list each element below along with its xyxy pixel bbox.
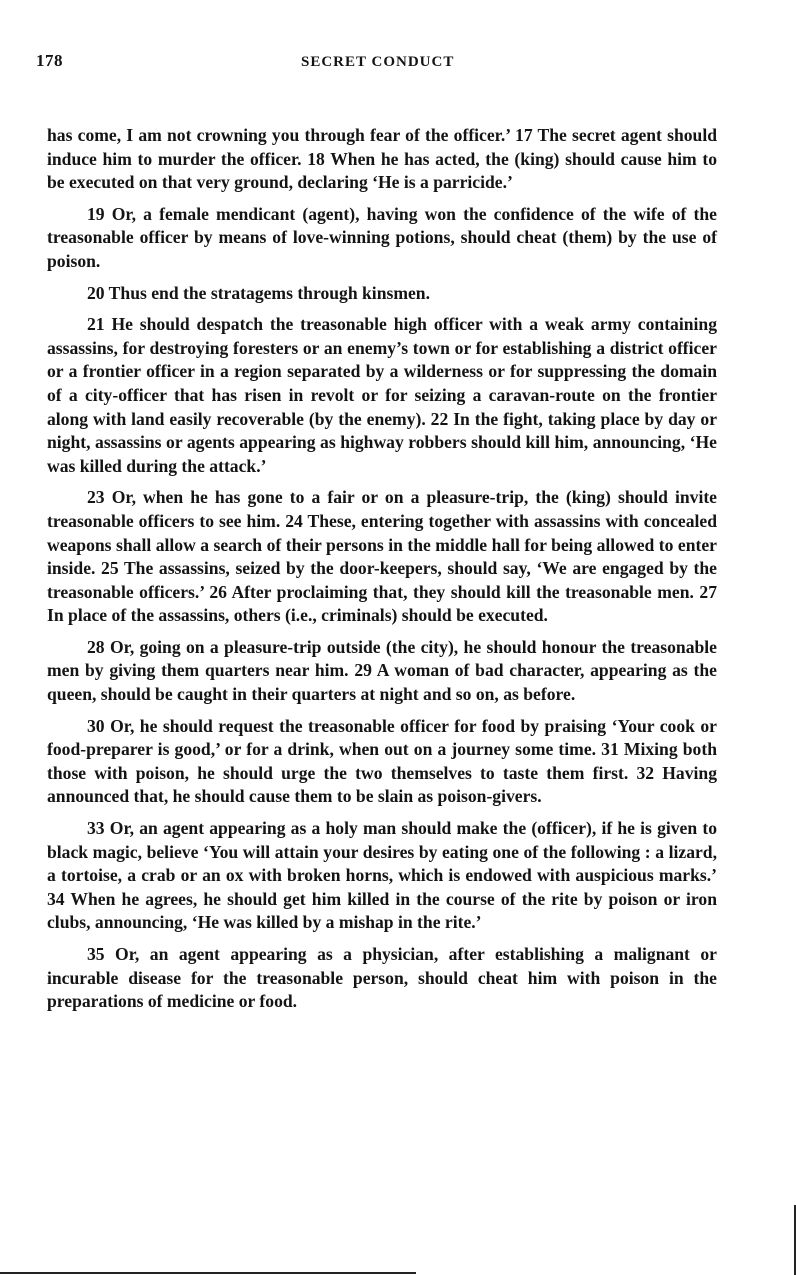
footer-rule xyxy=(0,1272,416,1274)
paragraph-continuation: has come, I am not crowning you through fear of the officer.’ 17 The secret agent should induce him to murder the officer. 18 When he has acted, the (king) should cause him to be executed on that very ground, declaring ‘He is a parricide.’ xyxy=(47,125,717,193)
paragraph-19: 19 Or, a female mendicant (agent), having won the confidence of the wife of the treasonable officer by means of love-winning potions, should cheat (them) by the use of poison. xyxy=(47,203,717,271)
page-header xyxy=(36,51,760,75)
paragraph-21: 21 He should despatch the treasonable high officer with a weak army containing assassins, for destroying foresters or an enemy’s town or for establishing a district officer or a frontier officer in a region separated by a wilderness or for suppressing the domain of a city-officer that has risen in revolt or for seizing a caravan-route on the frontier along with land easily recoverable (by the enemy). 22 In the fight, taking place by day or night, assassins or agents appearing as highway robbers should kill him, announcing, ‘He was killed during the attack.’ xyxy=(47,314,717,476)
paragraph-35: 35 Or, an agent appearing as a physician, after establishing a malignant or incurable disease for the treasonable person, should cheat him with poison in the preparations of medicine or food. xyxy=(47,944,717,1012)
paragraph-33: 33 Or, an agent appearing as a holy man should make the (officer), if he is given to black magic, believe ‘You will attain your desires by eating one of the following : a lizard, a tortoise, a crab or an ox with broken horns, which is endowed with auspicious marks.’ 34 When he agrees, he should get him killed in the course of the rite by poison or iron clubs, announcing, ‘He was killed by a mishap in the rite.’ xyxy=(47,818,717,933)
paragraph-30: 30 Or, he should request the treasonable officer for food by praising ‘Your cook or food-preparer is good,’ or for a drink, when out on a journey some time. 31 Mixing both those with poison, he should urge the two themselves to taste them first. 32 Having announced that, he should cause them to be slain as poison-givers. xyxy=(47,715,717,807)
paragraph-20: 20 Thus end the stratagems through kinsmen. xyxy=(87,282,430,303)
paragraph-23: 23 Or, when he has gone to a fair or on a pleasure-trip, the (king) should invite treasonable officers to see him. 24 These, entering together with assassins with concealed weapons shall allow a search of their persons in the middle hall for being allowed to enter inside. 25 The assassins, seized by the door-keepers, should say, ‘We are engaged by the treasonable officers.’ 26 After proclaiming that, they should kill the treasonable men. 27 In place of the assassins, others (i.e., criminals) should be executed. xyxy=(47,487,717,626)
body-text xyxy=(47,124,717,1022)
page-number: 178 xyxy=(36,51,63,70)
paragraph-28: 28 Or, going on a pleasure-trip outside (the city), he should honour the treasonable men by giving them quarters near him. 29 A woman of bad character, appearing as the queen, should be caught in their quarters at night and so on, as before. xyxy=(47,636,717,705)
running-head: SECRET CONDUCT xyxy=(301,54,455,70)
